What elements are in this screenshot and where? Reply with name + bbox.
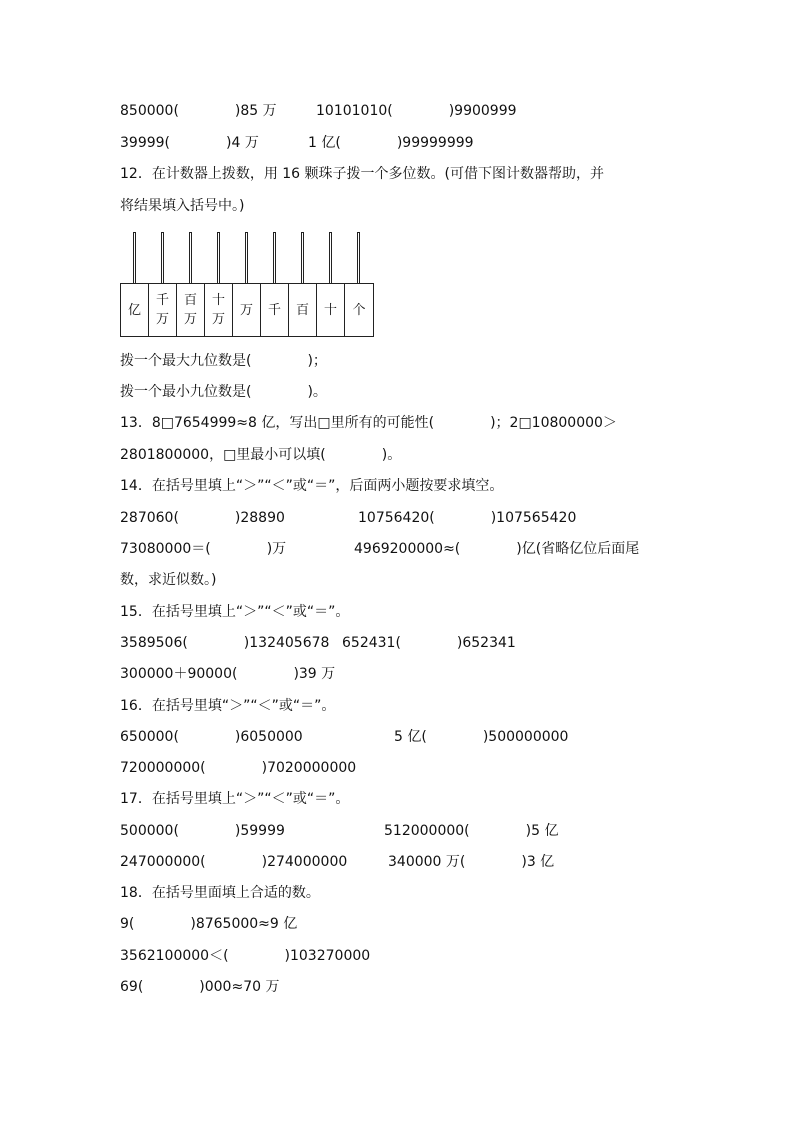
line-text: 16．在括号里填“＞”“＜”或“＝”。 (120, 698, 336, 714)
place-char: 千 (155, 293, 169, 308)
line-text: 300000＋90000( )39 万 (120, 666, 336, 682)
line-text: 5 亿( )500000000 (394, 729, 569, 745)
text-line (0, 789, 793, 809)
place-name (156, 291, 169, 329)
line-text: 15．在括号里填上“＞”“＜”或“＝”。 (120, 604, 350, 620)
place-name (268, 301, 281, 320)
abacus-rod (245, 232, 248, 284)
line-text: 652431( )652341 (342, 635, 516, 651)
abacus-rod (329, 232, 332, 284)
abacus-rod (273, 232, 276, 284)
line-text: 73080000＝( )万 (120, 541, 287, 557)
place-char: 亿 (127, 302, 141, 318)
text-line (0, 852, 793, 872)
line-text: 340000 万( )3 亿 (388, 854, 555, 870)
place-char: 十 (323, 302, 337, 318)
place-name (212, 291, 225, 329)
abacus-place-cell (121, 284, 149, 336)
text-line (0, 413, 793, 433)
text-line (0, 821, 793, 841)
text-line (0, 602, 793, 622)
abacus-place-labels (120, 283, 374, 337)
line-text: 287060( )28890 (120, 510, 285, 526)
line-text: 500000( )59999 (120, 823, 285, 839)
abacus-rod (161, 232, 164, 284)
line-text: 拨一个最大九位数是( )； (120, 353, 327, 369)
line-text: 1 亿( )99999999 (308, 135, 474, 151)
text-line (0, 101, 793, 121)
place-char: 万 (155, 312, 169, 327)
abacus-counter-figure (120, 228, 378, 338)
abacus-place-cell (205, 284, 233, 336)
line-text: 12．在计数器上拨数，用 16 颗珠子拨一个多位数。(可借下图计数器帮助，并 (120, 166, 604, 182)
text-line (0, 133, 793, 153)
line-text: 650000( )6050000 (120, 729, 303, 745)
place-name (128, 301, 141, 320)
abacus-place-cell (317, 284, 345, 336)
line-text: 850000( )85 万 (120, 103, 277, 119)
place-char: 百 (183, 293, 197, 308)
line-text: 4969200000≈( )亿(省略亿位后面尾 (354, 541, 640, 557)
text-line (0, 508, 793, 528)
text-line (0, 164, 793, 184)
abacus-place-cell (289, 284, 317, 336)
abacus-rod (301, 232, 304, 284)
line-text: 247000000( )274000000 (120, 854, 348, 870)
abacus-place-cell (233, 284, 261, 336)
text-line (0, 476, 793, 496)
text-line (0, 196, 793, 216)
place-char: 万 (183, 312, 197, 327)
line-text: 拨一个最小九位数是( )。 (120, 384, 327, 400)
line-text: 3562100000＜( )103270000 (120, 948, 371, 964)
place-char: 百 (295, 302, 309, 318)
text-line (0, 946, 793, 966)
line-text: 数，求近似数。) (120, 572, 217, 588)
text-line (0, 696, 793, 716)
abacus-place-cell (149, 284, 177, 336)
line-text: 69( )000≈70 万 (120, 979, 280, 995)
abacus-place-cell (261, 284, 289, 336)
text-line (0, 914, 793, 934)
line-text: 18．在括号里面填上合适的数。 (120, 885, 320, 901)
line-text: 512000000( )5 亿 (384, 823, 559, 839)
line-text: 2801800000，□里最小可以填( )。 (120, 447, 402, 463)
place-name (324, 301, 337, 320)
text-line (0, 727, 793, 747)
line-text: 9( )8765000≈9 亿 (120, 916, 298, 932)
place-name (184, 291, 197, 329)
abacus-place-cell (345, 284, 373, 336)
place-name (352, 301, 365, 320)
place-char: 个 (352, 302, 366, 318)
place-char: 万 (239, 302, 253, 318)
text-line (0, 977, 793, 997)
text-line (0, 382, 793, 402)
place-char: 万 (211, 312, 225, 327)
abacus-rod (189, 232, 192, 284)
line-text: 14．在括号里填上“＞”“＜”或“＝”，后面两小题按要求填空。 (120, 478, 504, 494)
line-text: 720000000( )7020000000 (120, 760, 357, 776)
abacus-rod (357, 232, 360, 284)
text-line (0, 445, 793, 465)
line-text: 13．8□7654999≈8 亿，写出□里所有的可能性( )；2□10800000＞ (120, 415, 617, 431)
place-name (296, 301, 309, 320)
line-text: 39999( )4 万 (120, 135, 259, 151)
line-text: 将结果填入括号中。) (120, 198, 245, 214)
abacus-rod (133, 232, 136, 284)
text-line (0, 570, 793, 590)
text-line (0, 351, 793, 371)
text-line (0, 758, 793, 778)
line-text: 17．在括号里填上“＞”“＜”或“＝”。 (120, 791, 350, 807)
line-text: 10756420( )107565420 (358, 510, 577, 526)
text-line (0, 539, 793, 559)
abacus-rod (217, 232, 220, 284)
place-name (240, 301, 253, 320)
place-char: 十 (211, 293, 225, 308)
place-char: 千 (267, 302, 281, 318)
line-text: 3589506( )132405678 (120, 635, 330, 651)
text-line (0, 633, 793, 653)
abacus-place-cell (177, 284, 205, 336)
line-text: 10101010( )9900999 (316, 103, 517, 119)
text-line (0, 883, 793, 903)
text-line (0, 664, 793, 684)
